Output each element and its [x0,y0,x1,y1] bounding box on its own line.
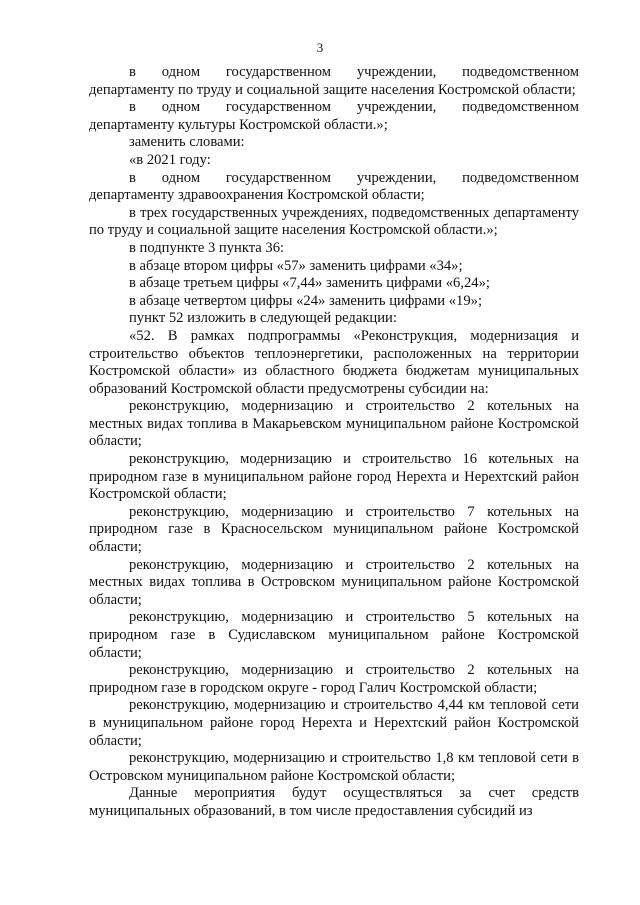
paragraph: заменить словами: [129,134,245,151]
paragraph: реконструкцию, модернизацию и строительство 7 котельных на природном газе в Красносельском муниципальном районе Костромской области; [89,503,579,556]
paragraph: реконструкцию, модернизацию и строительство 4,44 км тепловой сети в муниципальном районе город Нерехта и Нерехтский район Костромской области; [89,697,579,749]
paragraph: в подпункте 3 пункта 36: [129,239,285,256]
paragraph: «52. В рамках подпрограммы «Реконструкция, модернизация и строительство объектов теплоэнергетики, расположенных на территории Костромской области» из областного бюджета бюджетам муниципальных образований Костромской области предусмотрены субсидии на: [89,327,579,397]
paragraph: реконструкцию, модернизацию и строительство 2 котельных на местных видах топлива в Макарьевском муниципальном районе Костромской области; [89,398,579,450]
paragraph: пункт 52 изложить в следующей редакции: [129,310,397,327]
paragraph: реконструкцию, модернизацию и строительство 16 котельных на природном газе в муниципальном районе город Нерехта и Нерехтский район Костромской области; [89,451,579,503]
paragraph: в абзаце втором цифры «57» заменить цифрами «34»; [129,257,463,274]
document-body [89,64,579,821]
paragraph: реконструкцию, модернизацию и строительство 2 котельных на местных видах топлива в Островском муниципальном районе Костромской области; [89,556,579,608]
paragraph: в трех государственных учреждениях, подведомственных департаменту по труду и социальной защите населения Костромской области.»; [89,204,579,239]
paragraph: Данные мероприятия будут осуществляться за счет средств муниципальных образований, в том числе предоставления субсидий из [89,785,579,819]
paragraph: в одном государственном учреждении, подведомственном департаменту по труду и социальной защите населения Костромской области; [89,64,579,98]
paragraph: реконструкцию, модернизацию и строительство 2 котельных на природном газе в городском округе - город Галич Костромской области; [89,662,579,696]
paragraph: в абзаце третьем цифры «7,44» заменить цифрами «6,24»; [129,275,490,292]
paragraph: реконструкцию, модернизацию и строительство 1,8 км тепловой сети в Островском муниципальном районе Костромской области; [89,750,579,784]
page-number: 3 [316,40,324,55]
paragraph: реконструкцию, модернизацию и строительство 5 котельных на природном газе в Судиславском муниципальном районе Костромской области; [89,609,579,661]
paragraph: в абзаце четвертом цифры «24» заменить цифрами «19»; [129,292,482,309]
paragraph: в одном государственном учреждении, подведомственном департаменту здравоохранения Костромской области; [89,169,579,204]
paragraph: в одном государственном учреждении, подведомственном департаменту культуры Костромской области.»; [89,99,579,133]
paragraph: «в 2021 году: [129,151,211,168]
